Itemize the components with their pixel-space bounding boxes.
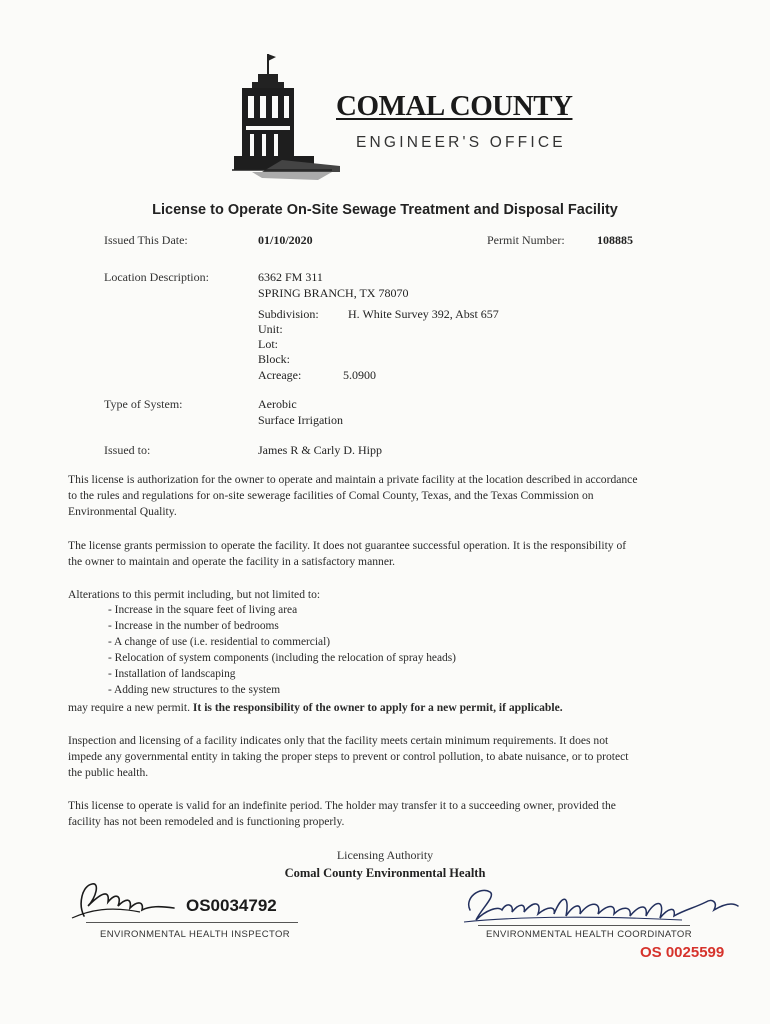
alterations-outro <box>68 700 638 716</box>
list-item: - Installation of landscaping <box>108 666 456 682</box>
office-name: ENGINEER'S OFFICE <box>356 134 566 151</box>
inspector-signature-icon <box>70 876 180 926</box>
inspection-paragraph: Inspection and licensing of a facility indicates only that the facility meets certain minimum requirements. It does not impede any governmental entity in taking the proper steps to prevent or control pollution, to abate nuisance, or to protect the public health. <box>68 734 629 779</box>
authority-label: Licensing Authority <box>336 848 434 862</box>
alterations-list <box>108 602 456 698</box>
permit-number-label: Permit Number: <box>487 233 565 247</box>
location-label: Location Description: <box>104 270 209 284</box>
list-item: - Increase in the square feet of living area <box>108 602 456 618</box>
alterations-intro: Alterations to this permit including, but not limited to: <box>68 588 321 601</box>
system-type-label: Type of System: <box>104 397 183 411</box>
coordinator-signature-icon <box>462 880 742 936</box>
authority-name: Comal County Environmental Health <box>284 866 486 880</box>
inspector-number: OS0034792 <box>186 896 277 915</box>
acreage-label: Acreage: <box>258 368 302 382</box>
list-item: - Increase in the number of bedrooms <box>108 618 456 634</box>
permission-paragraph: The license grants permission to operate the facility. It does not guarantee successful operation. It is the responsibility of the owner to maintain and operate the facility in a satisfactory manner. <box>68 539 627 568</box>
coordinator-signature-line <box>478 925 690 926</box>
issued-to-label: Issued to: <box>104 443 151 457</box>
address-line-1: 6362 FM 311 <box>258 270 323 284</box>
inspector-caption: ENVIRONMENTAL HEALTH INSPECTOR <box>100 929 291 940</box>
document-title: License to Operate On-Site Sewage Treatment and Disposal Facility <box>152 202 618 218</box>
issued-date-label: Issued This Date: <box>104 233 188 247</box>
authorization-paragraph: This license is authorization for the owner to operate and maintain a private facility at the location described in accordance to the rules and regulations for on-site sewerage facilities of Comal County, Texas, and the Texas Commission on Environmental Quality. <box>68 473 638 518</box>
issued-to-value: James R & Carly D. Hipp <box>258 443 382 457</box>
list-item: - Adding new structures to the system <box>108 682 456 698</box>
permit-number-value: 108885 <box>597 233 633 247</box>
system-type-line-2: Surface Irrigation <box>258 413 343 427</box>
subdivision-value: H. White Survey 392, Abst 657 <box>348 307 499 321</box>
list-item: - Relocation of system components (including the relocation of spray heads) <box>108 650 456 666</box>
system-type-line-1: Aerobic <box>258 397 297 411</box>
block-label: Block: <box>258 352 290 366</box>
unit-label: Unit: <box>258 322 283 336</box>
acreage-value: 5.0900 <box>343 368 376 382</box>
coordinator-number: OS 0025599 <box>640 944 725 961</box>
validity-paragraph: This license to operate is valid for an indefinite period. The holder may transfer it to a succeeding owner, provided the facility has not been remodeled and is functioning properly. <box>68 799 616 828</box>
address-line-2: SPRING BRANCH, TX 78070 <box>258 286 409 300</box>
courthouse-logo-icon <box>222 48 340 188</box>
coordinator-caption: ENVIRONMENTAL HEALTH COORDINATOR <box>486 929 692 940</box>
lot-label: Lot: <box>258 337 278 351</box>
inspector-signature-line <box>86 922 298 923</box>
alterations-responsibility: It is the responsibility of the owner to apply for a new permit, if applicable. <box>192 701 563 714</box>
subdivision-label: Subdivision: <box>258 307 319 321</box>
list-item: - A change of use (i.e. residential to commercial) <box>108 634 456 650</box>
alterations-outro-text: may require a new permit. <box>68 701 191 714</box>
issued-date-value: 01/10/2020 <box>258 233 313 247</box>
county-name: COMAL COUNTY <box>336 90 573 122</box>
